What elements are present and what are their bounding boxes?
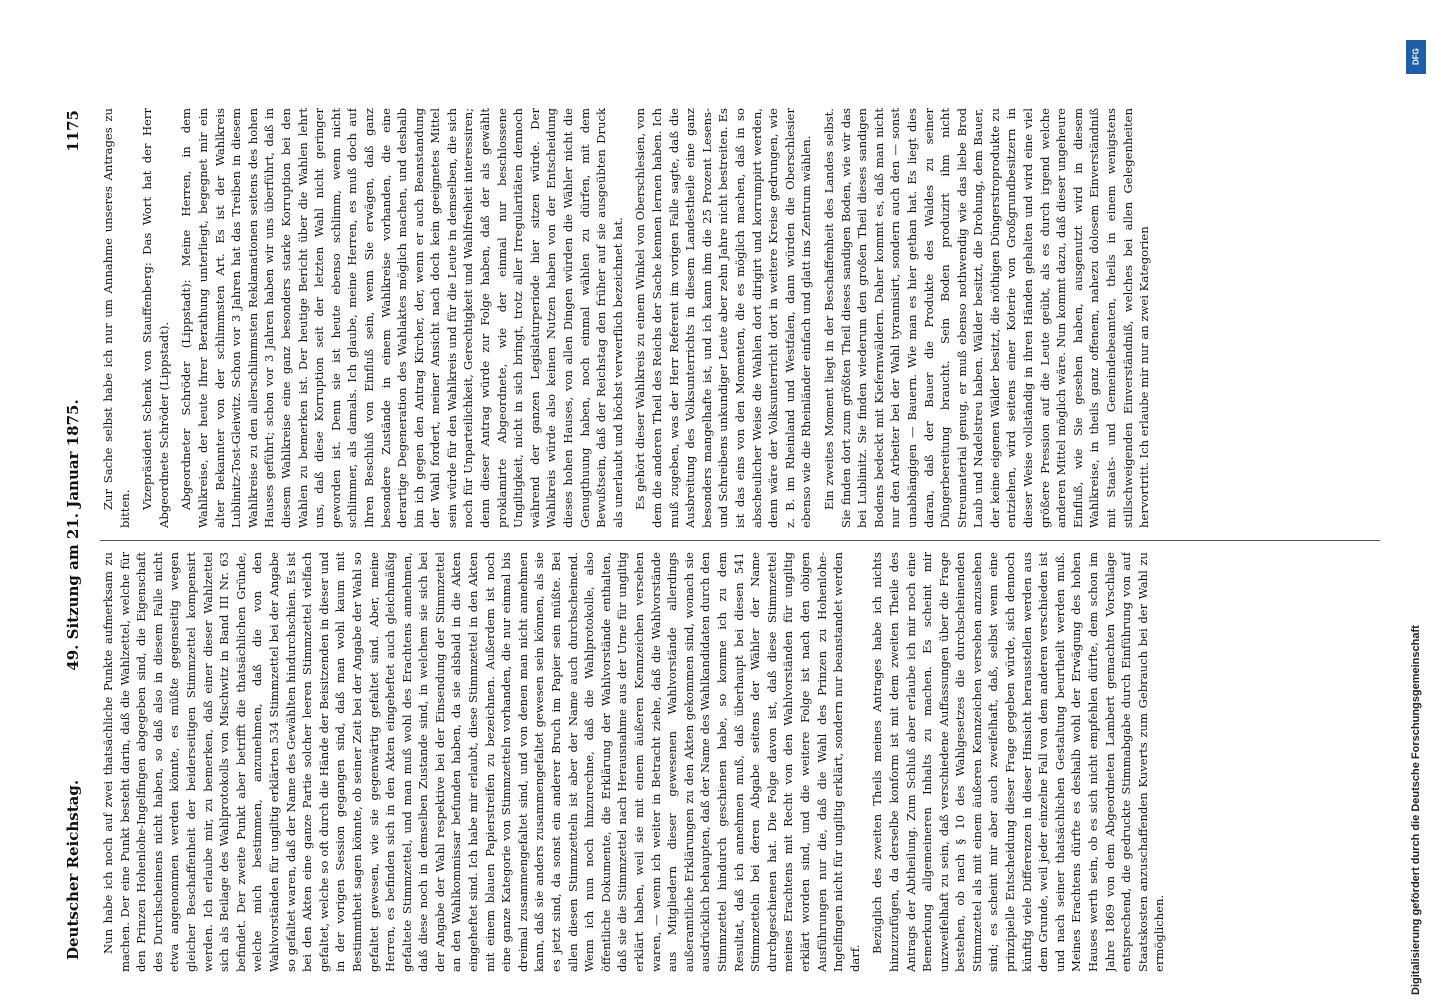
- paragraph: Abgeordneter Schröder (Lippstadt): Meine Herren, in dem Wahlkreise, der heute Ihrer Berathung unterliegt, begegnet mir ein alter Bekannter von der schlimmsten Art. Es ist der Wahlkreis Lublinitz-Tost-Gleiwitz. Schon vor 3 Jahren hat das Treiben in diesem Wahlkreise zu den allerschlimmsten Reklamationen seitens des hohen Hauses geführt; schon vor 3 Jahren haben wir uns überführt, daß in diesem Wahlkreise eine ganz besonders starke Korruption bei den Wahlen zu bemerken ist. Der heutige Bericht über die Wahlen lehrt uns, daß diese Korruption seit der letzten Wahl nicht geringer geworden ist. Denn sie ist heute ebenso schlimm, wenn nicht schlimmer, als damals. Ich glaube, meine Herren, es muß doch auf Ihren Beschluß von Einfluß sein, wenn Sie erwägen, daß ganz besondere Zustände in einem Wahlkreise vorhanden, die eine derartige Degeneration des Wahlaktes möglich machen, und deshalb bin ich gegen den Antrag Kircher, der, wenn er auch Beanstandung der Wahl fordert, meiner Ansicht nach doch kein geeignetes Mittel sein würde für den Wahlkreis und für die Leute in demselben, die sich noch für Unparteilichkeit, Gerechtigkeit und Wahlfreiheit interessiren; denn dieser Antrag würde zur Folge haben, daß der als gewählt proklamirte Abgeordnete, wie der einmal nur beschlossene Ungiltigkeit, nicht in sich bringt, trotz aller Irregularitäten dennoch während der ganzen Legislaturperiode hier sitzen würde. Der Wahlkreis würde also keinen Nutzen haben von der Entscheidung dieses hohen Hauses, von allen Dingen würden die Wähler nicht die Genugthuung haben, noch einmal wählen zu dürfen, mit dem Bewußtsein, daß der Reichstag den früher auf sie ausgeübten Druck als unerlaubt und höchst verwerflich bezeichnet hat.: [179, 108, 625, 528]
- page-header: [60, 110, 88, 960]
- column-divider: [100, 540, 1380, 541]
- newspaper-page: [60, 80, 1400, 1000]
- paragraph: Es gehört dieser Wahlkreis zu einem Winkel von Oberschlesien, von dem die anderen Theil des Reichs der Sache kennen lernen haben. Ich muß zugeben, was der Herr Referent im vorigen Falle sagte, daß die Ausbreitung des Volksunterrichts in diesem Landestheile eine ganz besonders mangelhafte ist, und ich kann ihm die 25 Prozent Lesens- und Schreibens unkundiger Leute aber zehn Jahre nicht bestreiten. Es ist das eins von den Momenten, die es möglich machen, daß in so abscheulicher Weise die Wahlen dort dirigirt und korrumpirt werden, denn wäre der Volksunterricht dort in weitere Kreise gedrungen, wie z. B. im Rheinland und Westfalen, dann würden die Oberschlesier ebenso wie die Rheinländer einfach und glatt ins Zentrum wählen.: [633, 108, 814, 528]
- dfg-logo: DFG: [1406, 40, 1426, 74]
- session-title: 49. Sitzung am 21. Januar 1875.: [64, 399, 82, 671]
- paragraph: Ein zweites Moment liegt in der Beschaffenheit des Landes selbst. Sie finden dort zum größten Theil dieses sandigen Boden, wie wir das bei Lublinitz. Sie finden wiederum den großen Theil dieses sandigen Bodens bedeckt mit Kiefernwäldern. Daher kommt es, daß man nicht nur den Arbeiter bei der Wahl tyrannisirt, sondern auch den — sonst unabhängigen — Bauern. Wie man es hier gethan hat. Es liegt dies daran, daß der Bauer die Produkte des Waldes zu seiner Düngerbereitung braucht. Sein Boden produzirt ihm nicht Streumaterial genug, er muß ebenso nothwendig wie das liebe Brod Laub und Nadelstreu haben. Wälder besitzt, die Drohung, dem Bauer, der keine eigenen Wälder besitzt, die nöthigen Düngerstroprodukte zu entziehen, wird seitens einer Koterie von Großgrundbesitzern in dieser Weise vollständig in ihren Händen gehalten und wird eine viel größere Pression auf die Leute geübt, als es durch irgend welche anderen Mittel möglich wäre. Nun kommt dazu, daß dieser ungeheure Einfluß, wie Sie gesehen haben, ausgenutzt wird in diesem Wahlkreise, in theils ganz offenem, nahezu dolosem Einverständniß mit Staats- und Gemeindebeamten, theils in einem wenigstens stillschweigenden Einverständniß, welches bei allen Gelegenheiten hervortritt. Ich erlaube mir nur an zwei Kategorien: [821, 108, 1152, 528]
- right-column: [100, 108, 1390, 528]
- publication-title: Deutscher Reichstag.: [64, 779, 82, 960]
- digitization-credit: Digitalisierung gefördert durch die Deutsche Forschungsgemeinschaft: [1410, 625, 1422, 995]
- left-column: [100, 552, 1390, 972]
- paragraph: Vizepräsident Schenk von Stauffenberg: Das Wort hat der Herr Abgeordnete Schröder (Lippstadt).: [140, 108, 171, 528]
- page-number: 1175: [64, 110, 82, 152]
- paragraph: Zur Sache selbst habe ich nur um Annahme unseres Antrages zu bitten.: [101, 108, 132, 528]
- paragraph: Bezüglich des zweiten Theils meines Antrages habe ich nichts hinzuzufügen, da derselbe konform ist mit dem zweiten Theile des Antrags der Abtheilung. Zum Schluß aber erlaube ich mir noch eine Bemerkung allgemeineren Inhalts zu machen. Es scheint mir unzweifelhaft zu sein, daß verschiedene Auffassungen über die Frage bestehen, ob nach § 10 des Wahlgesetzes die durchscheinenden Stimmzettel als mit einem äußeren Kennzeichen versehen anzusehen sind; es scheint mir aber auch zweifelhaft, daß, selbst wenn eine prinzipielle Entscheidung dieser Frage gegeben würde, sich dennoch künftig viele Differenzen in dieser Hinsicht herausstellen werden aus dem Grunde, weil jeder einzelne Fall von dem anderen verschieden ist und nach seiner thatsächlichen Gestaltung beurtheilt werden muß. Meines Erachtens dürfte es deshalb wohl der Erwägung des hohen Hauses werth sein, ob es sich nicht empfehlen dürfte, dem schon im Jahre 1869 von dem Abgeordneten Lambert gemachten Vorschlage entsprechend, die gedruckte Stimmabgabe durch Einführung von auf Staatskosten anzuschaffenden Kuverts zum Gebrauch bei der Wahl zu ermöglichen.: [870, 552, 1167, 972]
- paragraph: Nun habe ich noch auf zwei thatsächliche Punkte aufmerksam zu machen. Der eine Punkt besteht darin, daß die Wahlzettel, welche für den Prinzen Hohenlohe-Ingelfingen abgegeben sind, die Eigenschaft des Durchscheinens nicht haben, so daß also in diesem Falle nicht etwa angenommen werden könnte, es müßte gegenseitig wegen gleicher Beschaffenheit der beiderseitigen Stimmzettel kompensirt werden. Ich erlaube mir, zu bemerken, daß einer dieser Wahlzettel sich als Beilage des Wahlprotokolls von Mischwitz in Band III Nr. 63 befindet. Der zweite Punkt aber betrifft die thatsächlichen Gründe, welche mich bestimmen, anzunehmen, daß die von den Wahlvorständen für ungiltig erklärten 534 Stimmzettel bei der Angabe so gefaltet waren, daß der Name des Gewählten hindurchschien. Es ist bei den Akten eine ganze Partie solcher leeren Stimmzettel vielfach gefaltet, welche so oft durch die Hände der Beisitzenden in dieser und in der vorigen Session gegangen sind, daß man wohl kaum mit Bestimmtheit sagen könnte, ob seiner Zeit bei der Angabe der Wahl so gefaltet gewesen, wie sie gegenwärtig gefaltet sind. Aber, meine Herren, es befinden sich in den Akten eingeheftet auch gleichmäßig gefaltete Stimmzettel, und man muß wohl des Erachtens annehmen, daß diese noch in demselben Zustande sind, in welchem sie sich bei der Angabe der Wahl respektive bei der Einsendung der Stimmzettel an den Wahlkommissar befunden haben, da sie alsbald in die Akten eingeheftet sind. Ich habe mir erlaubt, diese Stimmzettel in den Akten mit einem blauen Papierstreifen zu bezeichnen. Außerdem ist noch eine ganze Kategorie von Stimmzetteln vorhanden, die nur einmal bis dreimal zusammengefaltet sind, und von denen man nicht annehmen kann, daß sie anders zusammengefaltet gewesen sein können, als sie es jetzt sind, da sonst ein anderer Bruch im Papier sein müßte. Bei allen diesen Stimmzetteln ist aber der Name auch durchscheinend. Wenn ich nun noch hinzurechne, daß die Wahlprotokolle, also öffentliche Dokumente, die Erklärung der Wahlvorstände enthalten, daß sie die Stimmzettel nach Herausnahme aus der Urne für ungiltig erklärt haben, weil sie mit einem äußeren Kennzeichen versehen waren, — wenn ich weiter in Betracht ziehe, daß die Wahlvorstände aus Mitgliedern dieser gewesenen Wahlvorstände allerdings außeramtliche Erklärungen zu den Akten gekommen sind, wonach sie ausdrücklich behaupten, daß der Name des Wahlkandidaten durch den Stimmzettel hindurch geschienen habe, so komme ich zu dem Resultat, daß ich annehmen muß, daß überhaupt bei diesen 541 Stimmzetteln bei deren Abgabe seitens der Wähler der Name durchgeschienen hat. Die Folge davon ist, daß diese Stimmzettel meines Erachtens mit Recht von den Wahlvorständen für ungiltig erklärt worden sind, und die weitere Folge ist nach den obigen Ausführungen nur die, daß die Wahl des Prinzen zu Hohenlohe-Ingelfingen nicht für ungiltig erklärt, sondern nur beanstandet werden darf.: [101, 552, 862, 972]
